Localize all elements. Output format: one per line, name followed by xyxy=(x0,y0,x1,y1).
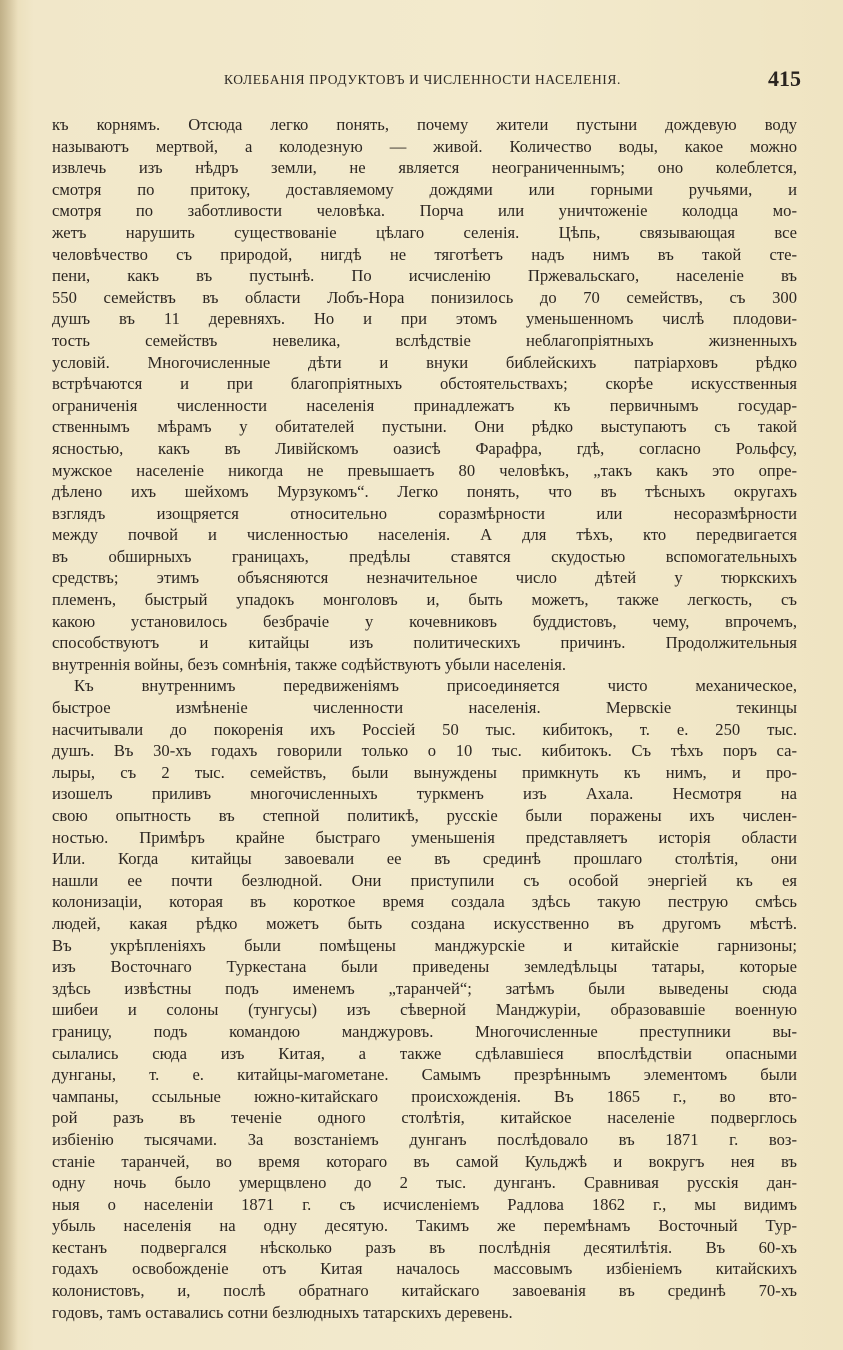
text-line: дѣлено ихъ шейхомъ Мурзукомъ“. Легко понять, что въ тѣсныхъ округахъ xyxy=(52,482,797,502)
text-line: нашли ее почти безлюдной. Они приступили съ особой энергіей къ ея xyxy=(52,870,797,890)
binding-shadow xyxy=(0,0,18,1350)
text-line: ныя о населеніи 1871 г. съ исчисленіемъ Радлова 1862 г., мы видимъ xyxy=(52,1194,797,1214)
text-line: ограниченія численности населенія принадлежатъ къ первичнымъ государ- xyxy=(52,395,797,415)
text-line: душъ въ 11 деревняхъ. Но и при этомъ уменьшенномъ числѣ плодови- xyxy=(52,309,797,329)
text-line: чампаны, ссыльные южно-китайскаго происхожденія. Въ 1865 г., во вто- xyxy=(52,1086,797,1106)
text-line: кестанъ подвергался нѣсколько разъ въ послѣднія десятилѣтія. Въ 60-хъ xyxy=(52,1237,797,1257)
text-line: взглядъ изощряется относительно соразмѣрности или несоразмѣрности xyxy=(52,503,797,523)
text-line: тость семействъ невелика, вслѣдствіе неблагопріятныхъ жизненныхъ xyxy=(52,330,797,350)
text-line: колонистовъ, и, послѣ обратнаго китайскаго завоеванія въ срединѣ 70-хъ xyxy=(52,1281,797,1301)
text-line: годахъ освобожденіе отъ Китая началось массовымъ избіеніемъ китайскихъ xyxy=(52,1259,797,1279)
text-line: границу, подъ командою манджуровъ. Многочисленные преступники вы- xyxy=(52,1021,797,1041)
text-line: къ корнямъ. Отсюда легко понять, почему жители пустыни дождевую воду xyxy=(52,115,797,134)
text-line: ностью. Примѣръ крайне быстраго уменьшенія представляетъ исторія области xyxy=(52,827,797,847)
text-line: жетъ нарушить существованіе цѣлаго селенія. Цѣпь, связывающая все xyxy=(52,222,797,242)
text-line: мужское населеніе никогда не превышаетъ 80 человѣкъ, „такъ какъ это опре- xyxy=(52,460,797,480)
text-line: Къ внутреннимъ передвиженіямъ присоединяется чисто механическое, xyxy=(74,676,797,696)
text-line: станіе таранчей, во время котораго въ самой Кульджѣ и вокругъ нея въ xyxy=(52,1151,797,1171)
text-line: средствъ; этимъ объясняются незначительное число дѣтей у тюркскихъ xyxy=(52,568,797,588)
text-line: годовъ, тамъ оставались сотни безлюдныхъ татарскихъ деревень. xyxy=(52,1302,513,1322)
text-line: условій. Многочисленные дѣти и внуки библейскихъ патріарховъ рѣдко xyxy=(52,352,797,372)
text-line: шибеи и солоны (тунгусы) изъ сѣверной Манджуріи, образовавшіе военную xyxy=(52,1000,797,1020)
text-line: 550 семействъ въ области Лобъ-Нора понизилось до 70 семействъ, съ 300 xyxy=(52,287,797,307)
text-line: внутреннія войны, безъ сомнѣнія, также содѣйствуютъ убыли населенія. xyxy=(52,654,567,674)
text-line: извлечь изъ нѣдръ земли, не является неограниченнымъ; оно колеблется, xyxy=(52,158,797,178)
text-line: Или. Когда китайцы завоевали ее въ срединѣ прошлаго столѣтія, они xyxy=(52,849,797,869)
text-line: убыль населенія на одну десятую. Такимъ же перемѣнамъ Восточный Тур- xyxy=(52,1216,797,1236)
text-line: рой разъ въ теченіе одного столѣтія, китайское населеніе подверглось xyxy=(52,1108,797,1128)
text-line: Въ укрѣпленіяхъ были помѣщены манджурскіе и китайскіе гарнизоны; xyxy=(52,935,797,955)
text-line: дунганы, т. е. китайцы-магометане. Самымъ презрѣннымъ элементомъ были xyxy=(52,1065,797,1085)
text-line: сылались сюда изъ Китая, а также сдѣлавшіеся впослѣдствіи опасными xyxy=(52,1043,797,1063)
text-line: называютъ мертвой, а колодезную — живой. Количество воды, какое можно xyxy=(52,136,797,156)
text-line: душъ. Въ 30-хъ годахъ говорили только о 10 тыс. кибитокъ. Съ тѣхъ поръ са- xyxy=(52,741,797,761)
text-line: насчитывали до покоренія ихъ Россіей 50 тыс. кибитокъ, т. е. 250 тыс. xyxy=(52,719,797,739)
text-line: одну ночь было умерщвлено до 2 тыс. дунганъ. Сравнивая русскія дан- xyxy=(52,1173,797,1193)
text-line: способствуютъ и китайцы изъ политическихъ причинъ. Продолжительныя xyxy=(52,633,797,653)
text-line: племенъ, быстрый упадокъ монголовъ и, быть можетъ, также легкость, съ xyxy=(52,590,797,610)
text-line: людей, какая рѣдко можетъ быть создана искусственно въ другомъ мѣстѣ. xyxy=(52,913,797,933)
text-line: человѣчество съ природой, нигдѣ не тяготѣетъ надъ нимъ въ такой сте- xyxy=(52,244,797,264)
text-line: лыры, съ 2 тыс. семействъ, были вынуждены примкнуть къ нимъ, и про- xyxy=(52,762,797,782)
text-line: смотря по притоку, доставляемому дождями или горными ручьями, и xyxy=(52,179,797,199)
text-line: здѣсь извѣстны подъ именемъ „таранчей“; затѣмъ были выведены сюда xyxy=(52,978,797,998)
text-line: ясностью, какъ въ Ливійскомъ оазисѣ Фарафра, гдѣ, согласно Рольфсу, xyxy=(52,438,797,458)
text-line: въ обширныхъ границахъ, предѣлы ставятся скудостью вспомогательныхъ xyxy=(52,546,797,566)
text-line: избіенію тысячами. За возстаніемъ дунганъ послѣдовало въ 1871 г. воз- xyxy=(52,1129,797,1149)
text-line: колонизаціи, которая въ короткое время создала здѣсь такую пеструю смѣсь xyxy=(52,892,797,912)
page-number: 415 xyxy=(768,66,801,91)
text-line: быстрое измѣненіе численности населенія. Мервскіе текинцы xyxy=(52,698,797,718)
body-text xyxy=(52,114,797,1323)
text-line: изошелъ приливъ многочисленныхъ туркменъ изъ Ахала. Несмотря на xyxy=(52,784,797,804)
text-line: смотря по заботливости человѣка. Порча или уничтоженіе колодца мо- xyxy=(52,201,797,221)
text-line: свою опытность въ степной политикѣ, русскіе были поражены ихъ числен- xyxy=(52,806,797,825)
text-line: встрѣчаются и при благопріятныхъ обстоятельствахъ; скорѣе искусственныя xyxy=(52,374,797,394)
text-line: пени, какъ въ пустынѣ. По исчисленію Пржевальскаго, населеніе въ xyxy=(52,266,797,286)
text-line: изъ Восточнаго Туркестана были приведены земледѣльцы татары, которые xyxy=(52,957,797,977)
text-line: между почвой и численностью населенія. А для тѣхъ, кто передвигается xyxy=(52,525,797,545)
text-line: какою установилось безбрачіе у кочевниковъ буддистовъ, чему, впрочемъ, xyxy=(52,611,797,631)
text-line: ственнымъ мѣрамъ у обитателей пустыни. Они рѣдко выступаютъ съ такой xyxy=(52,417,797,437)
running-head: КОЛЕБАНІЯ ПРОДУКТОВЪ И ЧИСЛЕННОСТИ НАСЕЛЕНІЯ. xyxy=(224,72,621,87)
